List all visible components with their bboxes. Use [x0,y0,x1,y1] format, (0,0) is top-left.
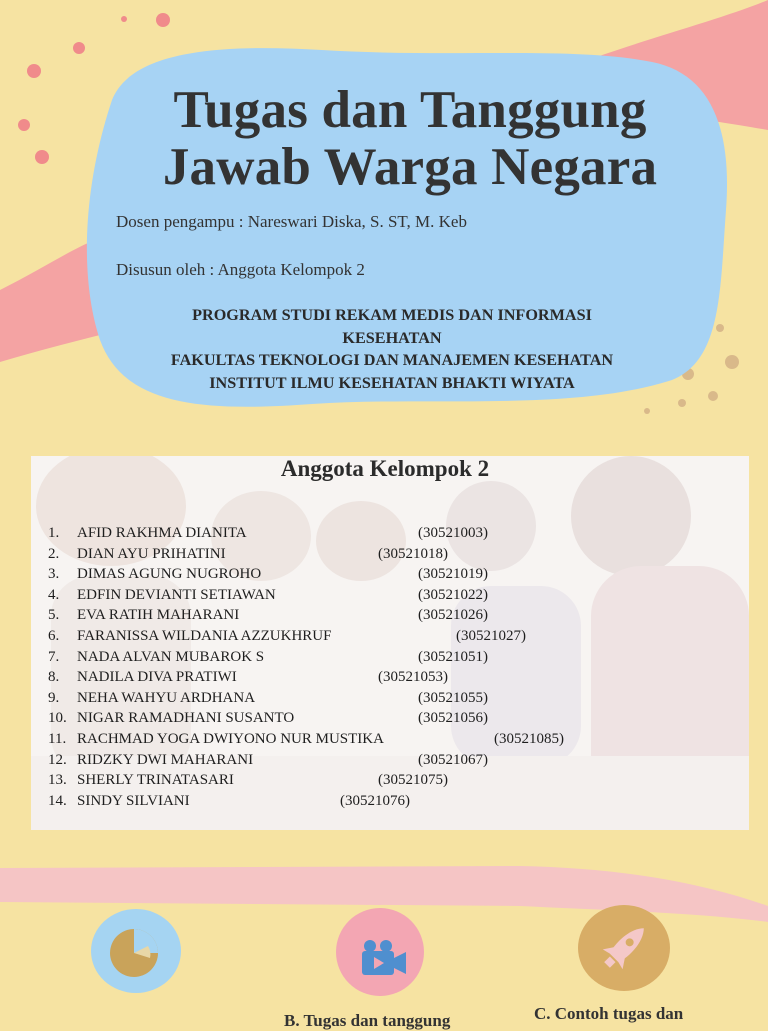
member-nim: (30521019) [418,566,488,583]
member-number: 10. [48,710,67,727]
dot [18,119,30,131]
member-name: NEHA WAHYU ARDHANA [77,689,256,706]
member-name: DIAN AYU PRIHATINI [77,545,226,562]
member-number: 6. [48,627,60,644]
dot [35,150,49,164]
member-nim: (30521085) [494,730,564,747]
member-number: 14. [48,792,67,809]
member-number: 9. [48,689,60,706]
member-name: NADA ALVAN MUBAROK S [77,648,265,665]
dot [156,13,170,27]
dot [27,64,41,78]
member-nim: (30521026) [418,607,488,624]
pie-chart-icon [110,929,158,977]
member-name: RIDZKY DWI MAHARANI [77,751,254,768]
institution-line: PROGRAM STUDI REKAM MEDIS DAN INFORMASI [192,306,592,324]
member-nim: (30521051) [418,648,488,665]
title-line-2: Jawab Warga Negara [162,138,658,196]
title-line-1: Tugas dan Tanggung [173,81,647,139]
member-number: 7. [48,648,60,665]
member-nim: (30521018) [378,545,448,562]
member-nim: (30521027) [456,627,526,644]
member-number: 1. [48,525,60,541]
member-nim: (30521056) [418,710,488,727]
member-nim: (30521067) [418,751,488,768]
institution-line: INSTITUT ILMU KESEHATAN BHAKTI WIYATA [209,373,575,392]
member-number: 8. [48,669,60,686]
member-name: NIGAR RAMADHANI SUSANTO [77,710,295,727]
institution-line: KESEHATAN [342,328,442,347]
member-number: 12. [48,751,67,768]
dot [121,16,127,22]
member-nim: (30521003) [418,525,488,541]
member-nim: (30521022) [418,586,488,603]
member-number: 2. [48,545,60,562]
institution-block [118,304,666,394]
member-name: NADILA DIVA PRATIWI [77,669,237,686]
nav-label-b[interactable]: B. Tugas dan tanggung [284,1011,451,1030]
member-number: 11. [48,730,67,747]
author-text: Disusun oleh : Anggota Kelompok 2 [116,260,365,279]
members-panel [31,456,749,830]
institution-line: FAKULTAS TEKNOLOGI DAN MANAJEMEN KESEHATAN [170,351,614,369]
member-number: 13. [48,772,67,789]
nav-item-c[interactable] [576,904,672,992]
member-name: EDFIN DEVIANTI SETIAWAN [77,586,276,603]
member-name: AFID RAKHMA DIANITA [77,525,247,541]
member-nim: (30521053) [378,669,448,686]
member-name: RACHMAD YOGA DWIYONO NUR MUSTIKA [77,730,384,747]
nav-item-b[interactable] [334,906,426,998]
member-name: EVA RATIH MAHARANI [77,607,240,624]
member-number: 3. [48,566,60,583]
member-name: SHERLY TRINATASARI [77,772,234,789]
nav-label-c[interactable]: C. Contoh tugas dan [534,1004,684,1023]
member-nim: (30521075) [378,772,448,789]
member-name: SINDY SILVIANI [77,792,190,809]
lecturer-text: Dosen pengampu : Nareswari Diska, S. ST, M. Keb [116,212,467,231]
members-heading: Anggota Kelompok 2 [280,456,490,481]
member-name: DIMAS AGUNG NUGROHO [77,566,262,583]
member-nim: (30521076) [340,792,410,809]
member-name: FARANISSA WILDANIA AZZUKHRUF [77,627,332,644]
page-title [100,82,720,196]
member-number: 4. [48,586,60,603]
member-number: 5. [48,607,60,624]
nav-item-a[interactable] [88,906,184,996]
member-nim: (30521055) [418,689,488,706]
